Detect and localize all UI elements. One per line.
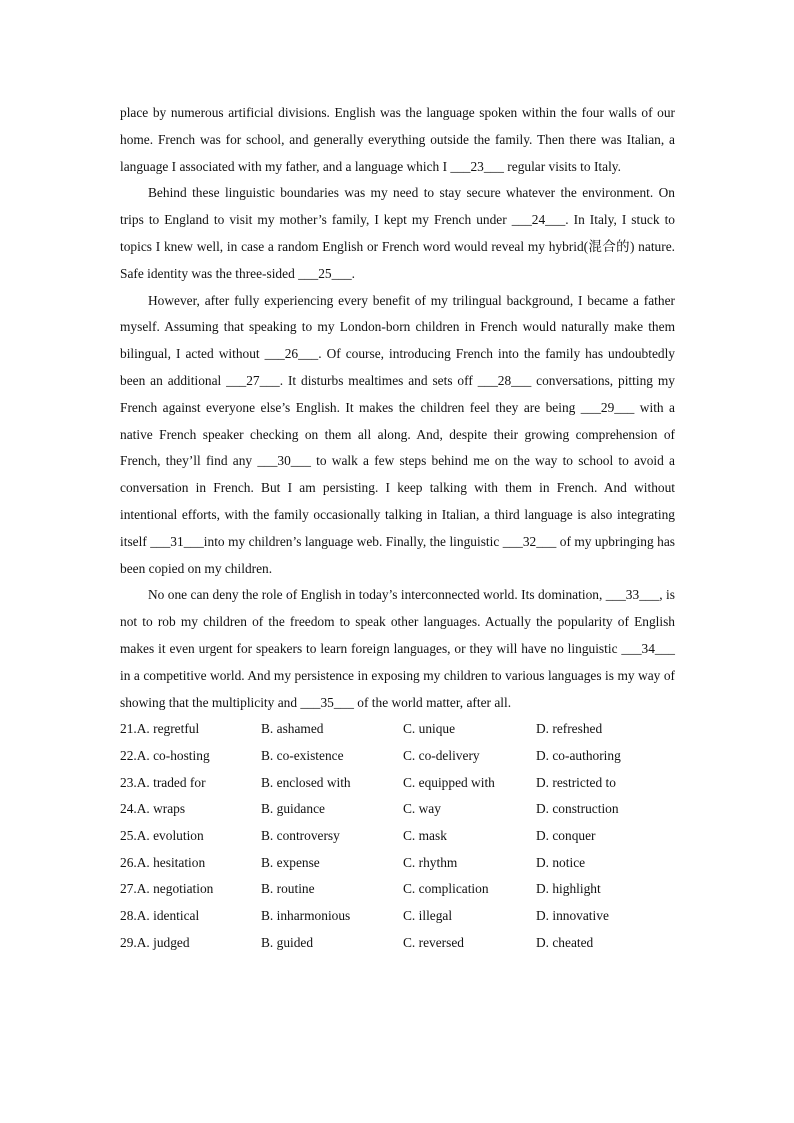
option-b: B. inharmonious <box>261 908 351 924</box>
option-a: 27.A. negotiation <box>120 881 214 897</box>
option-b: B. enclosed with <box>261 774 351 790</box>
option-row-21 <box>120 716 675 743</box>
option-a: 24.A. wraps <box>120 801 186 817</box>
option-row-25 <box>120 823 675 850</box>
option-row-23 <box>120 770 675 797</box>
option-d: D. innovative <box>536 908 609 924</box>
option-d: D. refreshed <box>536 721 603 737</box>
option-a: 23.A. traded for <box>120 774 206 790</box>
passage-paragraph-3: However, after fully experiencing every benefit of my trilingual background, I became a father myself. Assuming that speaking to my London-born children in French would naturally make them bilingual, I acted without ___26___. Of course, introducing French into the family has undoubtedly been an additional ___27___. It disturbs mealtimes and sets off ___28___ conversations, pitting my French against everyone else’s English. It makes the children feel they are being ___29___ with a native French speaker checking on them all along. And, despite their growing comprehension of French, they’ll find any ___30___ to walk a few steps behind me on the way to school to avoid a conversation in French. But I am persisting. I keep talking with them in French. And without intentional efforts, with the family occasionally talking in Italian, a third language is also integrating itself ___31___into my children’s language web. Finally, the linguistic ___32___ of my upbringing has been copied on my children. <box>120 292 675 576</box>
option-d: D. conquer <box>536 828 596 844</box>
option-a: 25.A. evolution <box>120 828 204 844</box>
option-a: 26.A. hesitation <box>120 854 206 870</box>
passage-paragraph-1: place by numerous artificial divisions. English was the language spoken within the four walls of our home. French was for school, and generally everything outside the family. Then there was Italian, a language I associated with my father, and a language which I ___23___ regular visits to Italy. <box>120 105 675 174</box>
option-b: B. guided <box>261 934 314 950</box>
answer-options <box>120 716 675 956</box>
option-d: D. co-authoring <box>536 748 621 764</box>
option-d: D. restricted to <box>536 774 616 790</box>
option-c: C. unique <box>403 721 456 737</box>
option-c: C. co-delivery <box>403 748 480 764</box>
option-b: B. co-existence <box>261 748 344 764</box>
option-d: D. notice <box>536 854 586 870</box>
option-b: B. ashamed <box>261 721 324 737</box>
passage-paragraph-4: No one can deny the role of English in today’s interconnected world. Its domination, ___33___, is not to rob my children of the freedom to speak other languages. Actually the popularity of English makes it even urgent for speakers to learn foreign languages, or they will have no linguistic ___34___ in a competitive world. And my persistence in exposing my children to various languages is my way of showing that the multiplicity and ___35___ of the world matter, after all. <box>120 587 675 710</box>
exam-page <box>120 100 675 957</box>
option-a: 28.A. identical <box>120 908 200 924</box>
option-row-27 <box>120 876 675 903</box>
option-row-24 <box>120 796 675 823</box>
option-b: B. expense <box>261 854 320 870</box>
option-b: B. routine <box>261 881 315 897</box>
option-c: C. reversed <box>403 934 464 950</box>
option-b: B. guidance <box>261 801 325 817</box>
option-row-28 <box>120 903 675 930</box>
option-d: D. construction <box>536 801 619 817</box>
option-c: C. illegal <box>403 908 453 924</box>
option-d: D. cheated <box>536 934 594 950</box>
passage-paragraph-2: Behind these linguistic boundaries was my need to stay secure whatever the environment. On trips to England to visit my mother’s family, I kept my French under ___24___. In Italy, I stuck to topics I knew well, in case a random English or French word would reveal my hybrid(混合的) nature. Safe identity was the three-sided ___25___. <box>120 185 675 281</box>
option-row-26 <box>120 850 675 877</box>
option-d: D. highlight <box>536 881 601 897</box>
option-c: C. rhythm <box>403 854 458 870</box>
option-a: 29.A. judged <box>120 934 190 950</box>
option-a: 21.A. regretful <box>120 721 200 737</box>
option-c: C. equipped with <box>403 774 495 790</box>
option-b: B. controversy <box>261 828 340 844</box>
option-row-29 <box>120 930 675 957</box>
option-c: C. complication <box>403 881 489 897</box>
option-c: C. way <box>403 801 441 817</box>
option-row-22 <box>120 743 675 770</box>
option-a: 22.A. co-hosting <box>120 748 210 764</box>
option-c: C. mask <box>403 828 447 844</box>
